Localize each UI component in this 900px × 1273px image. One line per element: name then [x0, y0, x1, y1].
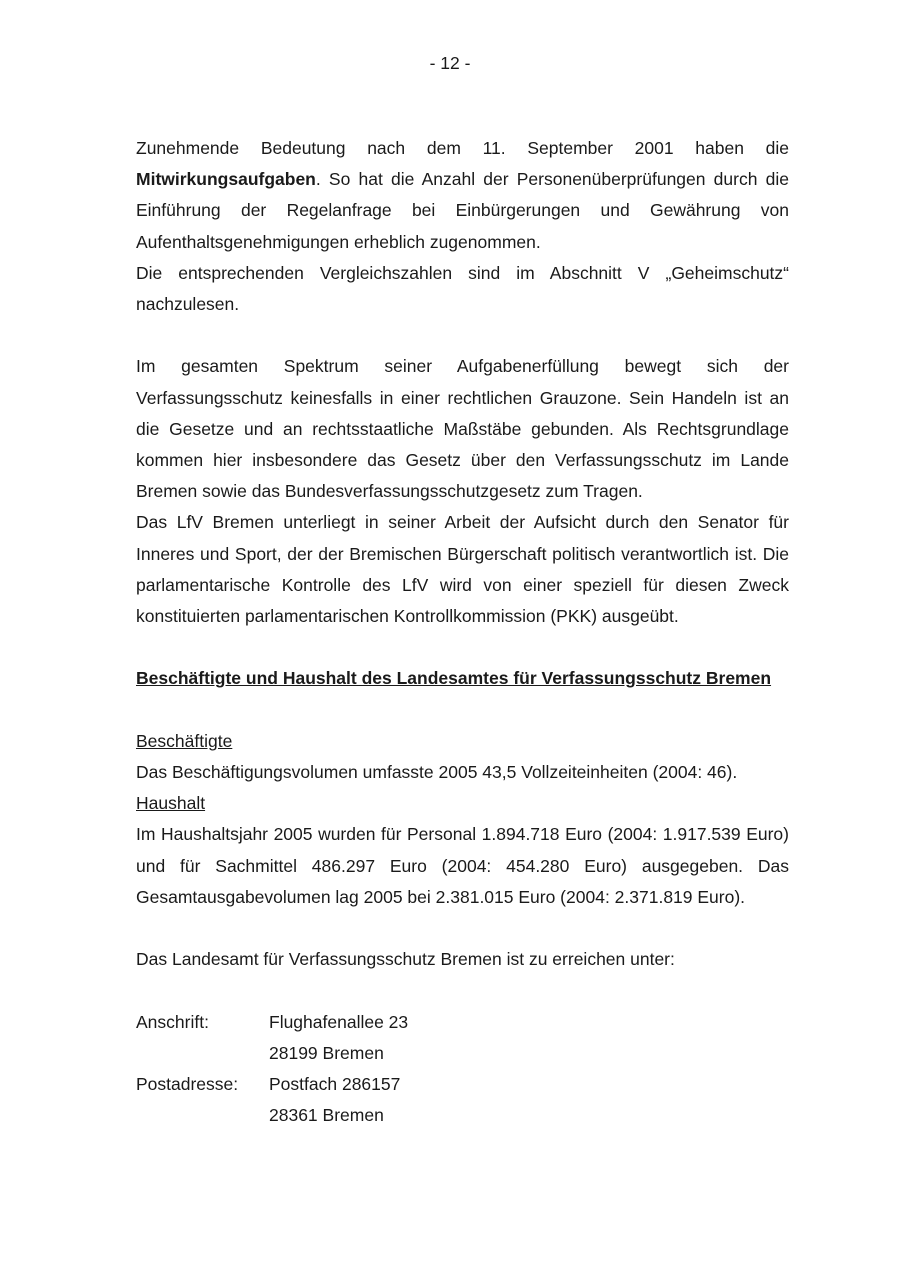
address-label-empty — [136, 1038, 269, 1069]
spacer — [136, 913, 789, 944]
paragraph-vergleichszahlen: Die entsprechenden Vergleichszahlen sind im Abschnitt V „Geheimschutz“ nachzulesen. — [136, 262, 789, 315]
postal-label-empty — [136, 1100, 269, 1131]
staff-text: Das Beschäftigungsvolumen umfasste 2005 43,5 Vollzeiteinheiten (2004: 46). — [136, 762, 738, 783]
document-body — [136, 133, 789, 1131]
address-label: Anschrift: — [136, 1011, 209, 1032]
spacer — [136, 695, 789, 726]
postal-row-city — [136, 1100, 789, 1131]
postal-label: Postadresse: — [136, 1074, 239, 1095]
spacer — [136, 320, 789, 351]
budget-text: Im Haushaltsjahr 2005 wurden für Personal 1.894.718 Euro (2004: 1.917.539 Euro) und für Sachmittel 486.297 Euro (2004: 454.280 Euro) ausgegeben. Das Gesamtausgabevolumen lag 2005 bei 2.381.015 Euro (2004: 2.371.819 Euro). — [136, 824, 789, 907]
page-number: - 12 - — [429, 53, 471, 73]
postal-city: 28361 Bremen — [269, 1105, 384, 1126]
paragraph-text-end: . So hat die Anzahl der Personenüberprüfungen durch die Einführung der Regelanfrage bei Einbürgerungen und Gewährung von Aufenthaltsgenehmigungen erheblich zugenommen. — [136, 169, 789, 252]
contact-intro: Das Landesamt für Verfassungsschutz Bremen ist zu erreichen unter: — [136, 949, 675, 970]
paragraph-rechtsgrundlage: Im gesamten Spektrum seiner Aufgabenerfüllung bewegt sich der Verfassungsschutz keinesfalls in einer rechtlichen Grauzone. Sein Handeln ist an die Gesetze und an rechtsstaatliche Maßstäbe gebunden. Als Rechtsgrundlage kommen hier insbesondere das Gesetz über den Verfassungsschutz im Lande Bremen sowie das Bundesverfassungsschutzgesetz zum Tragen. — [136, 356, 789, 502]
spacer — [136, 975, 789, 1006]
paragraph-mitwirkungsaufgaben — [136, 133, 789, 258]
address-row-city — [136, 1038, 789, 1069]
address-row — [136, 1007, 789, 1038]
spacer — [136, 632, 789, 663]
address-street: Flughafenallee 23 — [269, 1011, 409, 1032]
subheading-budget: Haushalt — [136, 793, 206, 814]
paragraph-text-start: Zunehmende Bedeutung nach dem 11. September 2001 haben die — [136, 138, 789, 158]
address-city: 28199 Bremen — [269, 1042, 384, 1063]
subheading-staff: Beschäftigte — [136, 730, 233, 751]
section-heading: Beschäftigte und Haushalt des Landesamtes für Verfassungsschutz Bremen — [136, 668, 772, 689]
postal-row — [136, 1069, 789, 1100]
postal-box: Postfach 286157 — [269, 1074, 401, 1095]
bold-term: Mitwirkungsaufgaben — [136, 169, 316, 190]
paragraph-aufsicht: Das LfV Bremen unterliegt in seiner Arbeit der Aufsicht durch den Senator für Inneres und Sport, der der Bremischen Bürgerschaft politisch verantwortlich ist. Die parlamentarische Kontrolle des LfV wird von einer speziell für diesen Zweck konstituierten parlamentarischen Kontrollkommission (PKK) ausgeübt. — [136, 512, 789, 627]
